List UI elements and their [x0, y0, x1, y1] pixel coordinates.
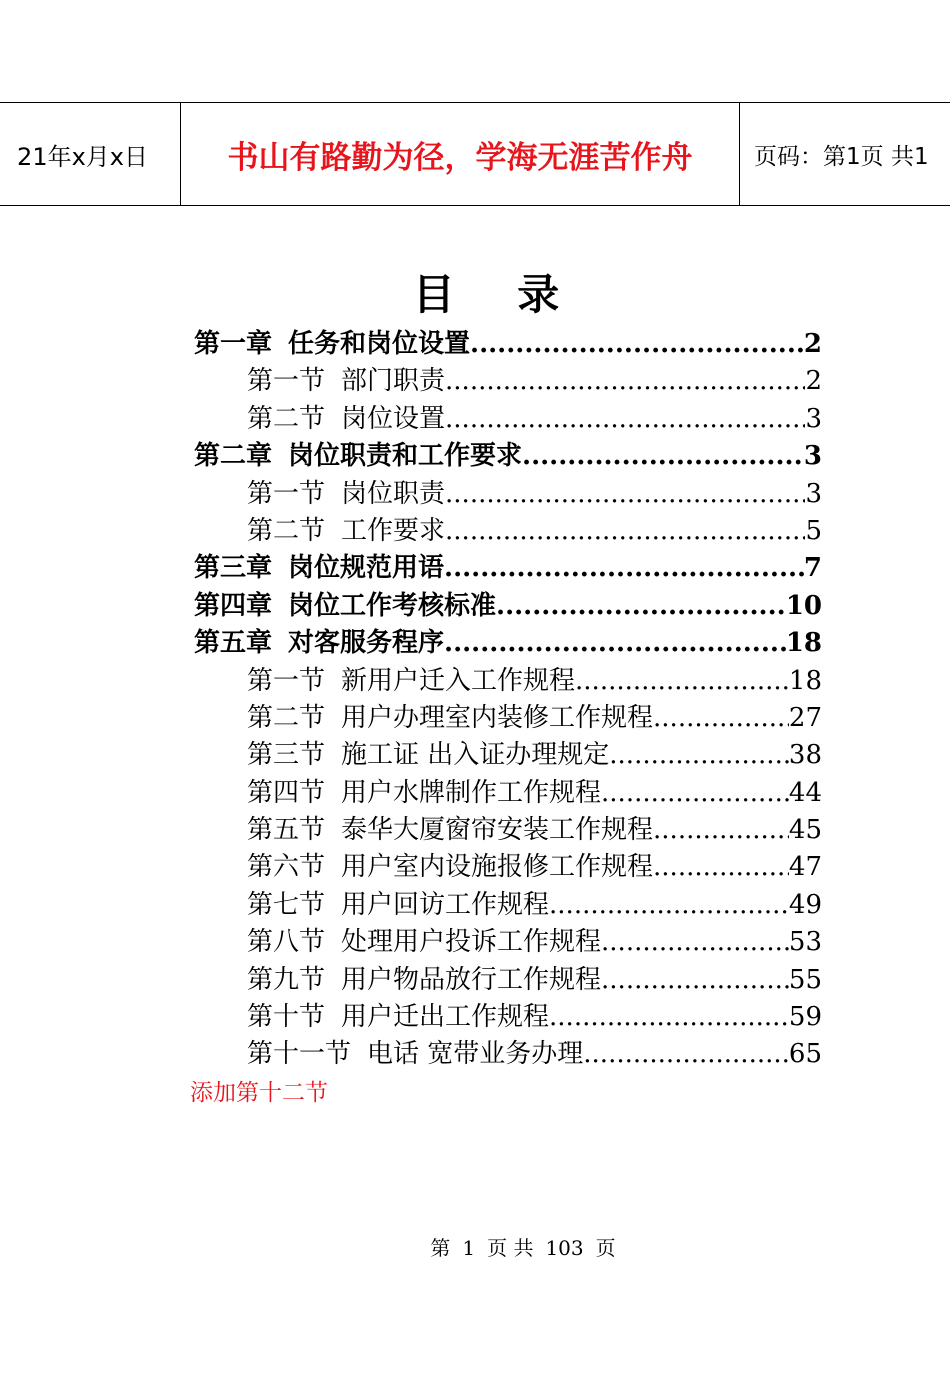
- toc-entry-text: 泰华大厦窗帘安装工作规程: [341, 815, 654, 846]
- toc-entry-section[interactable]: [194, 1036, 822, 1073]
- toc-entry-page: 49: [788, 889, 822, 920]
- toc-entry-text: 用户物品放行工作规程: [341, 964, 602, 995]
- footer-middle: 页 共: [487, 1236, 534, 1260]
- toc-entry-text: 岗位规范用语: [288, 553, 445, 584]
- toc-entry-section[interactable]: [194, 513, 822, 550]
- toc-entry-text: 用户室内设施报修工作规程: [341, 852, 654, 883]
- toc-leader-dots: [601, 962, 789, 999]
- toc-entry-text: 用户迁出工作规程: [341, 1002, 550, 1033]
- toc-entry-number: 第一章: [194, 329, 273, 359]
- toc-entry-label: [247, 663, 575, 700]
- header-table: [0, 102, 950, 206]
- toc-entry-number: 第六节: [247, 852, 326, 883]
- toc-entry-page: 18: [785, 628, 822, 659]
- toc-entry-section[interactable]: [194, 999, 822, 1036]
- toc-entry-label: [247, 476, 445, 513]
- footer-suffix: 页: [595, 1236, 616, 1260]
- header-page-code: 页码：第1页 共1: [754, 143, 929, 170]
- toc-entry-label: [247, 999, 549, 1036]
- header-motto: 书山有路勤为径，学海无涯苦作舟: [180, 103, 740, 205]
- toc-entry-number: 第九节: [247, 964, 326, 995]
- toc-entry-text: 岗位职责和工作要求: [288, 441, 523, 472]
- toc-entry-text: 处理用户投诉工作规程: [341, 927, 602, 958]
- toc-entry-section[interactable]: [194, 812, 822, 849]
- toc-entry-label: [247, 962, 601, 999]
- toc-leader-dots: [444, 550, 804, 587]
- toc-entry-chapter[interactable]: [194, 625, 822, 662]
- toc-entry-number: 第二章: [194, 441, 273, 472]
- toc-entry-text: 部门职责: [341, 366, 446, 397]
- toc-entry-label: [247, 849, 653, 886]
- toc-entry-chapter[interactable]: [194, 550, 822, 587]
- toc-entry-number: 第一节: [247, 366, 326, 397]
- toc-entry-section[interactable]: [194, 887, 822, 924]
- toc-leader-dots: [445, 476, 805, 513]
- toc-entry-page: 2: [805, 366, 822, 397]
- toc-entry-label: [247, 700, 653, 737]
- toc-entry-label: [247, 363, 445, 400]
- toc-entry-chapter[interactable]: [194, 326, 822, 363]
- toc-entry-text: 对客服务程序: [288, 628, 445, 659]
- toc-entry-section[interactable]: [194, 849, 822, 886]
- toc-entry-page: 55: [788, 964, 822, 995]
- footer-prefix: 第: [430, 1236, 451, 1260]
- header-date: 21年x月x日: [17, 142, 148, 171]
- toc-leader-dots: [549, 999, 789, 1036]
- toc-entry-section[interactable]: [194, 700, 822, 737]
- toc-leader-dots: [496, 588, 786, 625]
- toc-entry-label: [194, 625, 444, 662]
- toc-entry-chapter[interactable]: [194, 588, 822, 625]
- toc-entry-number: 第二节: [247, 702, 326, 733]
- toc-entry-section[interactable]: [194, 663, 822, 700]
- toc-leader-dots: [601, 924, 789, 961]
- toc-leader-dots: [575, 663, 789, 700]
- toc-entry-label: [247, 924, 601, 961]
- toc-entry-page: 5: [805, 515, 822, 546]
- footer-page-number: 1: [462, 1236, 476, 1260]
- toc-entry-label: [247, 812, 653, 849]
- toc-entry-number: 第三节: [247, 740, 326, 771]
- toc-entry-section[interactable]: [194, 476, 822, 513]
- toc-entry-page: 7: [803, 553, 822, 584]
- toc-entry-section[interactable]: [194, 363, 822, 400]
- toc-leader-dots: [470, 326, 804, 363]
- toc-entry-page: 3: [805, 403, 822, 434]
- toc-entry-number: 第一节: [247, 665, 326, 696]
- toc-entry-label: [194, 438, 522, 475]
- toc-entry-page: 65: [788, 1039, 822, 1070]
- toc-entry-label: [194, 550, 444, 587]
- toc-entry-number: 第十节: [247, 1002, 326, 1033]
- toc-leader-dots: [583, 1036, 789, 1073]
- toc-entry-number: 第一节: [247, 478, 326, 509]
- toc-entry-page: 27: [788, 702, 822, 733]
- toc-entry-number: 第四节: [247, 777, 326, 808]
- toc-entry-page: 53: [788, 927, 822, 958]
- toc-entry-text: 新用户迁入工作规程: [341, 665, 576, 696]
- toc-entry-section[interactable]: [194, 962, 822, 999]
- toc-entry-text: 岗位工作考核标准: [288, 590, 497, 621]
- toc-entry-page: 59: [788, 1002, 822, 1033]
- toc-entry-number: 第二节: [247, 515, 326, 546]
- toc-entry-text: 施工证 出入证办理规定: [341, 740, 610, 771]
- toc-entry-number: 第五章: [194, 628, 273, 659]
- toc-entry-label: [247, 775, 601, 812]
- toc-leader-dots: [601, 775, 789, 812]
- toc-entry-text: 用户回访工作规程: [341, 889, 550, 920]
- toc-leader-dots: [445, 513, 805, 550]
- toc-entry-number: 第二节: [247, 403, 326, 434]
- toc-entry-page: 3: [805, 478, 822, 509]
- toc-entry-page: 10: [785, 590, 822, 621]
- toc-leader-dots: [522, 438, 804, 475]
- toc-entry-text: 电话 宽带业务办理: [367, 1039, 584, 1070]
- page-footer: [0, 1232, 950, 1261]
- toc-entry-number: 第十一节: [247, 1039, 352, 1070]
- toc-entry-section[interactable]: [194, 924, 822, 961]
- toc-entry-section[interactable]: [194, 737, 822, 774]
- toc-entry-text: 任务和岗位设置: [288, 329, 471, 359]
- toc-leader-dots: [653, 700, 789, 737]
- toc-entry-number: 第三章: [194, 553, 273, 584]
- footer-total-pages: 103: [545, 1236, 584, 1260]
- toc-title: 目 录: [412, 270, 584, 319]
- toc-entry-label: [247, 737, 609, 774]
- toc-leader-dots: [653, 812, 789, 849]
- toc-entry-label: [194, 588, 496, 625]
- toc-entry-page: 38: [788, 740, 822, 771]
- toc-leader-dots: [445, 401, 805, 438]
- toc-entry-label: [247, 401, 445, 438]
- toc-entry-page: 45: [788, 815, 822, 846]
- toc-entry-text: 工作要求: [341, 515, 446, 546]
- table-of-contents: [194, 326, 822, 1074]
- toc-entry-text: 岗位职责: [341, 478, 446, 509]
- revision-note: 添加第十二节: [190, 1080, 328, 1106]
- toc-entry-page: 44: [788, 777, 822, 808]
- toc-entry-page: 47: [788, 852, 822, 883]
- toc-entry-section[interactable]: [194, 775, 822, 812]
- toc-entry-number: 第四章: [194, 590, 273, 621]
- toc-entry-chapter[interactable]: [194, 438, 822, 475]
- toc-entry-text: 用户水牌制作工作规程: [341, 777, 602, 808]
- toc-leader-dots: [444, 625, 786, 662]
- toc-entry-section[interactable]: [194, 401, 822, 438]
- toc-entry-number: 第五节: [247, 815, 326, 846]
- toc-leader-dots: [609, 737, 789, 774]
- toc-leader-dots: [549, 887, 789, 924]
- toc-entry-number: 第七节: [247, 889, 326, 920]
- toc-entry-number: 第八节: [247, 927, 326, 958]
- toc-entry-page: 3: [803, 441, 822, 472]
- toc-entry-text: 用户办理室内装修工作规程: [341, 702, 654, 733]
- toc-entry-label: [194, 326, 470, 363]
- toc-leader-dots: [653, 849, 789, 886]
- toc-entry-page: 18: [788, 665, 822, 696]
- toc-entry-label: [247, 887, 549, 924]
- toc-entry-label: [247, 1036, 583, 1073]
- toc-leader-dots: [445, 363, 805, 400]
- toc-entry-label: [247, 513, 445, 550]
- toc-entry-text: 岗位设置: [341, 403, 446, 434]
- toc-entry-page: 2: [803, 329, 822, 359]
